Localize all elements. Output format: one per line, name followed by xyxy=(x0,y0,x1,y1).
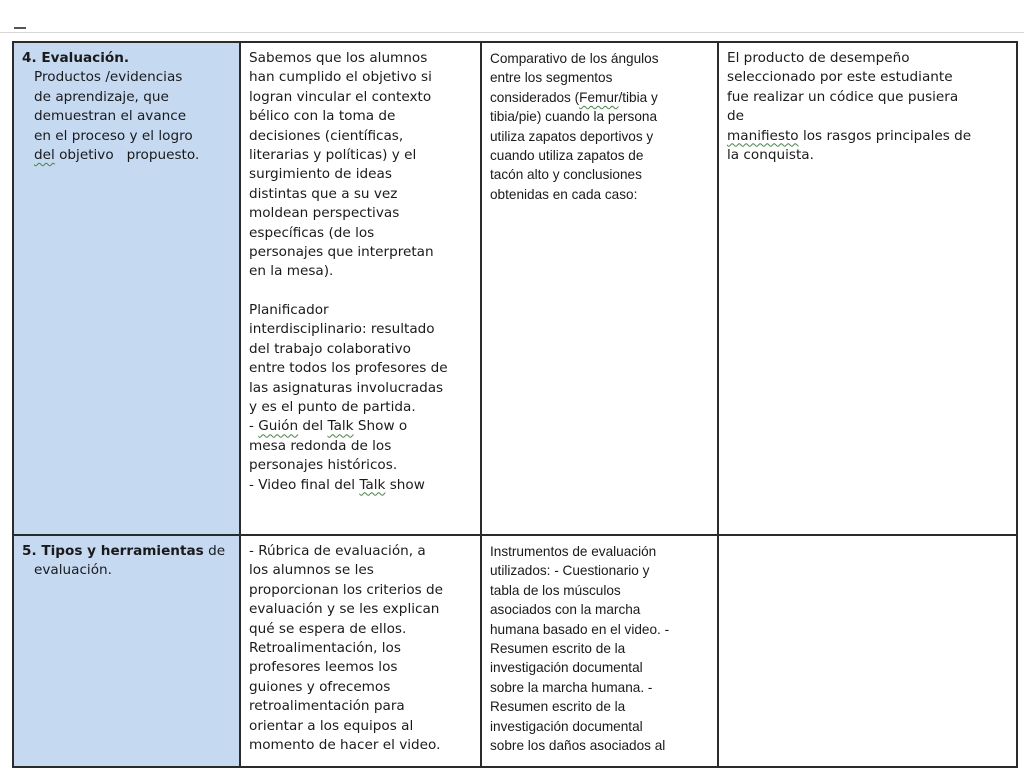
row4-product-cell xyxy=(718,42,1017,535)
row4-criteria-cell xyxy=(240,42,481,535)
text-line: personajes históricos. xyxy=(249,457,398,474)
text-line: logran vincular el contexto xyxy=(249,88,432,105)
text-line: Retroalimentación, los xyxy=(249,640,401,657)
row4-label-cell xyxy=(13,42,240,535)
paragraph-spacer xyxy=(249,282,474,301)
text-line: específicas (de los xyxy=(249,224,375,241)
row4-label-line: de aprendizaje, que xyxy=(34,88,169,105)
row5-label-cell xyxy=(13,535,240,767)
text-fragment: considerados ( xyxy=(490,89,580,105)
text-line: profesores leemos los xyxy=(249,659,398,676)
text-line: tibia/pie) cuando la persona xyxy=(490,109,658,125)
text-line: las asignaturas involucradas xyxy=(249,379,444,396)
row4-label-text: objetivo propuesto. xyxy=(54,147,200,164)
text-line: moldean perspectivas xyxy=(249,205,400,222)
text-line: interdisciplinario: resultado xyxy=(249,321,435,338)
table-row-evaluacion xyxy=(13,42,1017,535)
text-line: momento de hacer el video. xyxy=(249,737,441,754)
text-line: la conquista. xyxy=(727,147,814,164)
window-top-bar xyxy=(0,0,1024,33)
text-line-manifiesto xyxy=(727,127,1010,146)
text-line: decisiones (científicas, xyxy=(249,127,404,144)
row4-label-line: demuestran el avance xyxy=(34,108,187,125)
text-line: qué se espera de ellos. xyxy=(249,620,407,637)
evaluation-table xyxy=(12,41,1018,768)
text-line: seleccionado por este estudiante xyxy=(727,69,953,86)
text-fragment: - Video final del xyxy=(249,476,360,493)
text-line: distintas que a su vez xyxy=(249,185,398,202)
row5-label-line: evaluación. xyxy=(34,562,112,579)
text-line: sobre los daños asociados al xyxy=(490,738,666,754)
text-line: tacón alto y conclusiones xyxy=(490,167,642,183)
text-line: personajes que interpretan xyxy=(249,244,434,261)
text-line: fue realizar un códice que pusiera xyxy=(727,88,959,105)
text-line: han cumplido el objetivo si xyxy=(249,69,432,86)
text-fragment: Show o xyxy=(353,418,408,435)
text-line: Instrumentos de evaluación xyxy=(490,544,657,559)
text-line: - Rúbrica de evaluación, a xyxy=(249,543,426,559)
text-line: cuando utiliza zapatos de xyxy=(490,148,644,164)
text-line: guiones y ofrecemos xyxy=(249,678,391,695)
spellcheck-word: Talk xyxy=(327,418,354,435)
text-line: sobre la marcha humana. - xyxy=(490,679,653,695)
text-line: en la mesa). xyxy=(249,263,334,280)
row5-tools-cell xyxy=(240,535,481,767)
text-line: orientar a los equipos al xyxy=(249,717,414,734)
minimize-dash-icon xyxy=(14,27,26,29)
spellcheck-word: Guión xyxy=(258,418,299,435)
text-line: entre los segmentos xyxy=(490,70,613,86)
text-line-video xyxy=(249,476,474,495)
text-line: Comparativo de los ángulos xyxy=(490,51,659,66)
text-fragment: de xyxy=(203,543,226,559)
text-line: Resumen escrito de la xyxy=(490,641,626,657)
text-line: utiliza zapatos deportivos y xyxy=(490,128,654,144)
spellcheck-word: Femur xyxy=(579,89,619,105)
text-line: del trabajo colaborativo xyxy=(249,340,411,357)
spellcheck-word: del xyxy=(34,147,55,164)
text-line: Resumen escrito de la xyxy=(490,699,626,715)
text-line: Planificador xyxy=(249,301,329,318)
text-line: tabla de los músculos xyxy=(490,582,621,598)
text-fragment: del xyxy=(298,418,328,435)
text-line: y es el punto de partida. xyxy=(249,398,416,415)
text-line: bélico con la toma de xyxy=(249,108,396,125)
text-line: asociados con la marcha xyxy=(490,602,641,618)
table-row-tipos xyxy=(13,535,1017,767)
text-fragment: /tibia y xyxy=(618,89,658,105)
row5-instruments-cell xyxy=(481,535,718,767)
row4-label-line-last xyxy=(22,146,233,165)
text-fragment: - xyxy=(249,418,259,435)
text-line: obtenidas en cada caso: xyxy=(490,186,638,202)
text-line: utilizados: - Cuestionario y xyxy=(490,563,650,579)
text-line: de xyxy=(727,108,744,125)
text-line: proporcionan los criterios de xyxy=(249,581,444,598)
text-line: surgimiento de ideas xyxy=(249,166,392,183)
text-line-femur xyxy=(490,88,711,107)
text-line: evaluación y se les explican xyxy=(249,601,440,618)
text-line-guion xyxy=(249,417,474,436)
row5-title-bold: Tipos y herramientas xyxy=(41,543,204,559)
text-fragment: los rasgos principales de xyxy=(798,127,972,144)
row5-number: 5. xyxy=(22,543,42,559)
text-line: Sabemos que los alumnos xyxy=(249,50,428,66)
spellcheck-word: manifiesto xyxy=(727,127,799,144)
text-line: El producto de desempeño xyxy=(727,50,910,66)
text-fragment: show xyxy=(385,476,425,493)
row5-title xyxy=(22,542,233,561)
text-line: entre todos los profesores de xyxy=(249,360,448,377)
row4-title: 4. Evaluación. xyxy=(22,50,130,66)
text-line: los alumnos se les xyxy=(249,562,374,579)
row4-label-line: en el proceso y el logro xyxy=(34,127,193,144)
spellcheck-word: Talk xyxy=(359,476,386,493)
text-line: humana basado en el video. - xyxy=(490,621,670,637)
text-line: investigación documental xyxy=(490,718,643,734)
text-line: retroalimentación para xyxy=(249,698,405,715)
row5-empty-cell xyxy=(718,535,1017,767)
text-line: mesa redonda de los xyxy=(249,437,392,454)
text-line: literarias y políticas) y el xyxy=(249,147,417,164)
row4-label-line: Productos /evidencias xyxy=(34,69,183,86)
row4-comparison-cell xyxy=(481,42,718,535)
text-line: investigación documental xyxy=(490,660,643,676)
